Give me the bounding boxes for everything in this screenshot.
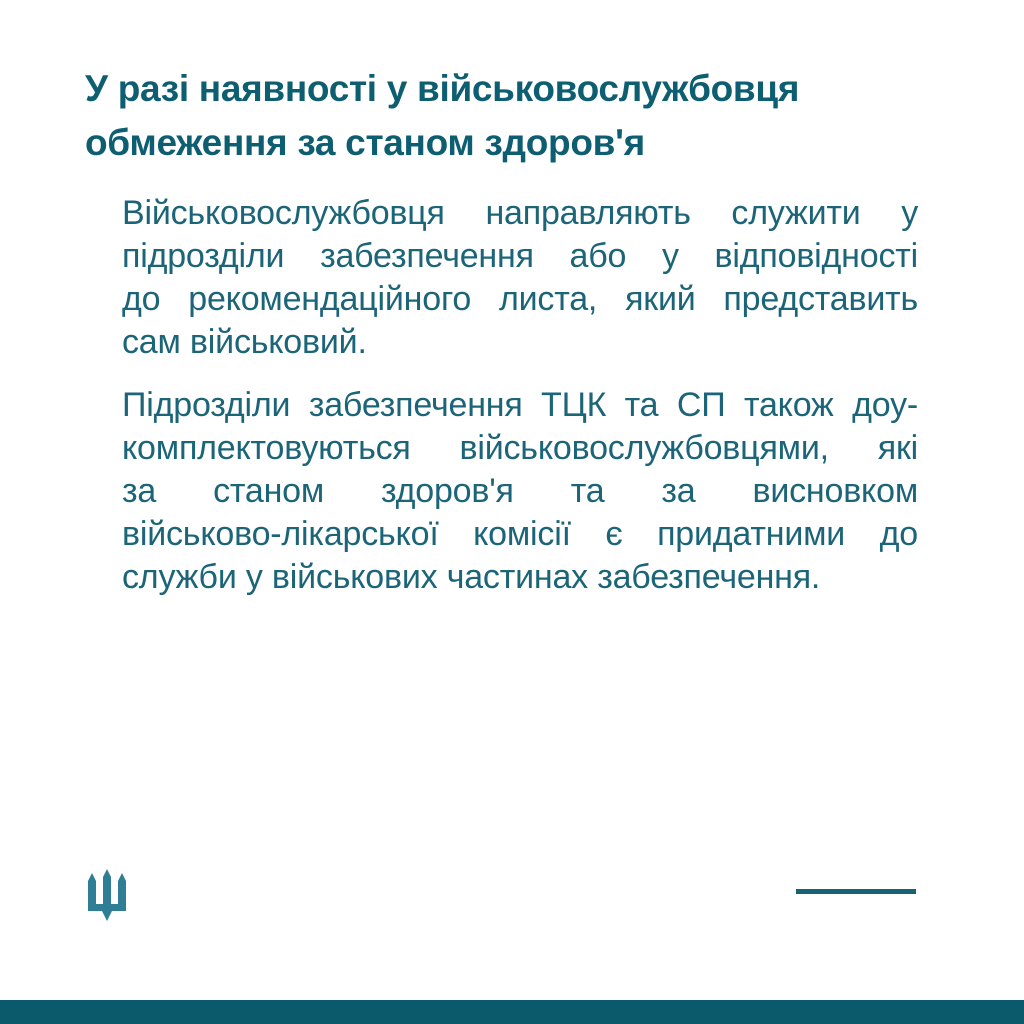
body-paragraph-1 <box>122 192 918 364</box>
page-title-line-2: обмеження за станом здоров'я <box>85 122 645 163</box>
text-line: сам військовий. <box>122 323 367 361</box>
body-paragraph-2 <box>122 384 918 599</box>
text-line: служби у військових частинах забезпечення. <box>122 558 821 596</box>
text-line: військово-лікарської комісії є придатними до <box>122 515 918 553</box>
trident-tryzub-icon <box>88 868 126 922</box>
text-line: комплектовуються військовослужбовцями, які <box>122 429 918 467</box>
text-line: за станом здоров'я та за висновком <box>122 472 918 510</box>
bottom-accent-band <box>0 1000 1024 1024</box>
page-title-line-1: У разі наявності у військовослужбовця <box>85 68 800 109</box>
text-line: Військовослужбовця направляють служити у <box>122 194 918 232</box>
divider-line <box>796 889 916 894</box>
text-line: до рекомендаційного листа, який представить <box>122 280 918 318</box>
text-line: Підрозділи забезпечення ТЦК та СП також доу- <box>122 386 918 424</box>
text-line: підрозділи забезпечення або у відповідності <box>122 237 918 275</box>
page-title <box>85 62 965 170</box>
